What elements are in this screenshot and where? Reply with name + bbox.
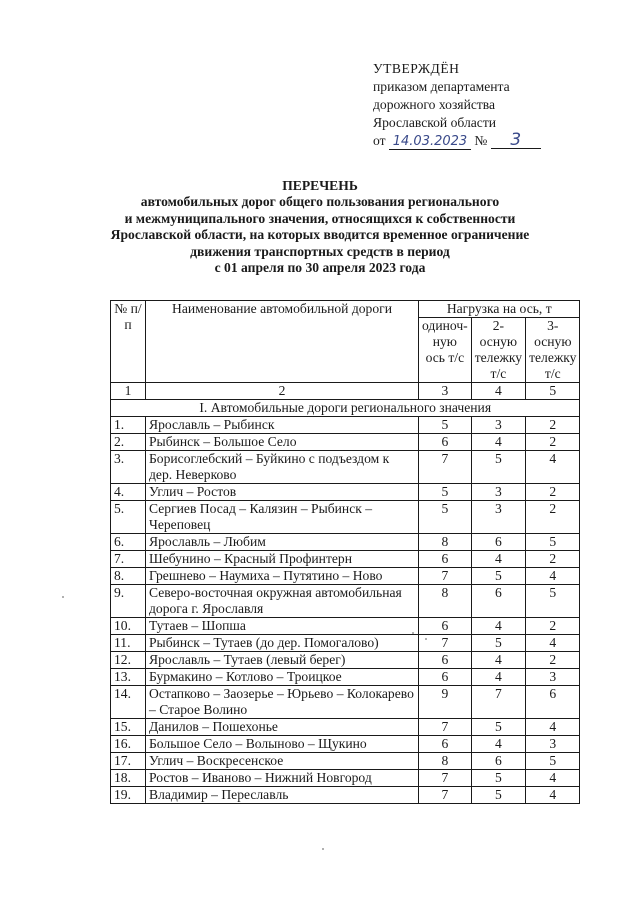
heading-line-2: и межмуниципального значения, относящихся к собственности <box>124 210 516 226</box>
approval-line-1: приказом департамента <box>373 79 510 94</box>
index-row <box>111 383 580 400</box>
load-single-axle: 7 <box>419 787 472 804</box>
row-number: 10. <box>111 618 146 635</box>
approval-date-line <box>373 132 541 150</box>
sub-header-three-axle: 3-осную тележку т/с <box>526 318 580 383</box>
load-single-axle: 8 <box>419 753 472 770</box>
load-single-axle: 7 <box>419 770 472 787</box>
table-row <box>111 501 580 534</box>
heading-line-5: с 01 апреля по 30 апреля 2023 года <box>214 260 426 276</box>
load-three-axle: 4 <box>526 787 580 804</box>
table-row <box>111 551 580 568</box>
load-two-axle: 6 <box>471 585 525 618</box>
load-three-axle: 5 <box>526 585 580 618</box>
load-three-axle: 4 <box>526 719 580 736</box>
load-single-axle: 6 <box>419 736 472 753</box>
roads-rows <box>111 417 580 804</box>
load-two-axle: 5 <box>471 787 525 804</box>
table-row <box>111 585 580 618</box>
row-number: 11. <box>111 635 146 652</box>
road-name: Грешнево – Наумиха – Путятино – Ново <box>146 568 419 585</box>
load-two-axle: 4 <box>471 434 525 451</box>
load-two-axle: 6 <box>471 753 525 770</box>
road-name: Углич – Ростов <box>146 484 419 501</box>
load-single-axle: 6 <box>419 551 472 568</box>
road-name: Владимир – Переславль <box>146 787 419 804</box>
approval-date: 14.03.2023 <box>392 134 468 149</box>
approval-caps: УТВЕРЖДЁН <box>373 61 460 76</box>
load-single-axle: 6 <box>419 434 472 451</box>
road-name: Данилов – Пошехонье <box>146 719 419 736</box>
load-two-axle: 4 <box>471 618 525 635</box>
load-two-axle: 5 <box>471 770 525 787</box>
load-single-axle: 6 <box>419 669 472 686</box>
approval-date-slot <box>389 134 471 150</box>
road-name: Сергиев Посад – Калязин – Рыбинск – Череповец <box>146 501 419 534</box>
load-single-axle: 7 <box>419 635 472 652</box>
load-single-axle: 8 <box>419 534 472 551</box>
load-three-axle: 5 <box>526 753 580 770</box>
col-num-header: № п/п <box>111 301 146 383</box>
road-name: Ярославль – Рыбинск <box>146 417 419 434</box>
heading-line-3: Ярославской области, на которых вводится временное ограничение <box>110 227 530 243</box>
table-row <box>111 434 580 451</box>
table-row <box>111 669 580 686</box>
row-number: 17. <box>111 753 146 770</box>
table-row <box>111 770 580 787</box>
load-two-axle: 6 <box>471 534 525 551</box>
road-name: Бурмакино – Котлово – Троицкое <box>146 669 419 686</box>
road-name: Ярославль – Тутаев (левый берег) <box>146 652 419 669</box>
index-cell: 3 <box>419 383 472 400</box>
load-single-axle: 5 <box>419 501 472 534</box>
approval-line-3: Ярославской области <box>373 115 497 130</box>
approval-number: 3 <box>510 130 522 150</box>
approval-number-slot <box>491 130 541 150</box>
table-row <box>111 686 580 719</box>
load-three-axle: 2 <box>526 501 580 534</box>
load-two-axle: 4 <box>471 551 525 568</box>
row-number: 2. <box>111 434 146 451</box>
load-single-axle: 7 <box>419 719 472 736</box>
table-row <box>111 417 580 434</box>
road-name: Большое Село – Волыново – Щукино <box>146 736 419 753</box>
load-single-axle: 7 <box>419 451 472 484</box>
load-three-axle: 4 <box>526 770 580 787</box>
load-three-axle: 4 <box>526 451 580 484</box>
row-number: 8. <box>111 568 146 585</box>
table-row <box>111 534 580 551</box>
heading-title: ПЕРЕЧЕНЬ <box>282 178 358 193</box>
load-single-axle: 6 <box>419 652 472 669</box>
heading-line-4: движения транспортных средств в период <box>190 243 450 259</box>
row-number: 4. <box>111 484 146 501</box>
scan-speck <box>412 632 414 634</box>
load-single-axle: 8 <box>419 585 472 618</box>
load-two-axle: 4 <box>471 652 525 669</box>
index-cell: 1 <box>111 383 146 400</box>
table-row <box>111 618 580 635</box>
load-three-axle: 4 <box>526 568 580 585</box>
approval-number-label: № <box>474 133 488 148</box>
row-number: 5. <box>111 501 146 534</box>
approval-from-label: от <box>373 133 386 148</box>
road-name: Остапково – Заозерье – Юрьево – Колокарево – Старое Волино <box>146 686 419 719</box>
load-three-axle: 6 <box>526 686 580 719</box>
roads-table <box>110 300 580 804</box>
index-cell: 5 <box>526 383 580 400</box>
table-row <box>111 484 580 501</box>
table-row <box>111 451 580 484</box>
row-number: 9. <box>111 585 146 618</box>
row-number: 14. <box>111 686 146 719</box>
load-three-axle: 3 <box>526 736 580 753</box>
table-row <box>111 787 580 804</box>
section-row <box>111 400 580 417</box>
road-name: Борисоглебский – Буйкино с подъездом к дер. Неверково <box>146 451 419 484</box>
load-three-axle: 5 <box>526 534 580 551</box>
approval-block <box>373 60 541 150</box>
table-row <box>111 635 580 652</box>
load-three-axle: 2 <box>526 417 580 434</box>
col-name-header: Наименование автомобильной дороги <box>146 301 419 383</box>
document-heading <box>0 178 640 276</box>
index-cell: 2 <box>146 383 419 400</box>
load-two-axle: 3 <box>471 501 525 534</box>
load-two-axle: 5 <box>471 719 525 736</box>
load-two-axle: 7 <box>471 686 525 719</box>
load-three-axle: 2 <box>526 652 580 669</box>
load-two-axle: 5 <box>471 635 525 652</box>
road-name: Ростов – Иваново – Нижний Новгород <box>146 770 419 787</box>
row-number: 18. <box>111 770 146 787</box>
row-number: 1. <box>111 417 146 434</box>
load-single-axle: 6 <box>419 618 472 635</box>
load-single-axle: 7 <box>419 568 472 585</box>
load-single-axle: 5 <box>419 417 472 434</box>
sub-header-two-axle: 2-осную тележку т/с <box>471 318 525 383</box>
road-name: Шебунино – Красный Профинтерн <box>146 551 419 568</box>
row-number: 3. <box>111 451 146 484</box>
load-three-axle: 2 <box>526 551 580 568</box>
load-two-axle: 4 <box>471 736 525 753</box>
load-single-axle: 5 <box>419 484 472 501</box>
col-load-header: Нагрузка на ось, т <box>419 301 580 318</box>
road-name: Северо-восточная окружная автомобильная дорога г. Ярославля <box>146 585 419 618</box>
road-name: Рыбинск – Тутаев (до дер. Помогалово) <box>146 635 419 652</box>
load-three-axle: 4 <box>526 635 580 652</box>
load-three-axle: 3 <box>526 669 580 686</box>
sub-header-single: одиноч-ную ось т/с <box>419 318 472 383</box>
row-number: 7. <box>111 551 146 568</box>
table-row <box>111 568 580 585</box>
load-two-axle: 5 <box>471 451 525 484</box>
section-title: I. Автомобильные дороги регионального значения <box>111 400 580 417</box>
table-row <box>111 719 580 736</box>
row-number: 19. <box>111 787 146 804</box>
scan-speck <box>322 848 324 850</box>
road-name: Углич – Воскресенское <box>146 753 419 770</box>
table-row <box>111 736 580 753</box>
row-number: 12. <box>111 652 146 669</box>
road-name: Ярославль – Любим <box>146 534 419 551</box>
scan-speck <box>62 596 64 598</box>
load-two-axle: 3 <box>471 484 525 501</box>
load-two-axle: 4 <box>471 669 525 686</box>
table-row <box>111 753 580 770</box>
header-row <box>111 301 580 318</box>
index-cell: 4 <box>471 383 525 400</box>
road-name: Рыбинск – Большое Село <box>146 434 419 451</box>
scan-speck <box>425 638 427 640</box>
heading-line-1: автомобильных дорог общего пользования регионального <box>140 194 500 210</box>
load-three-axle: 2 <box>526 434 580 451</box>
row-number: 16. <box>111 736 146 753</box>
approval-line-2: дорожного хозяйства <box>373 97 496 112</box>
load-two-axle: 3 <box>471 417 525 434</box>
load-two-axle: 5 <box>471 568 525 585</box>
load-single-axle: 9 <box>419 686 472 719</box>
road-name: Тутаев – Шопша <box>146 618 419 635</box>
row-number: 6. <box>111 534 146 551</box>
table-row <box>111 652 580 669</box>
row-number: 13. <box>111 669 146 686</box>
load-three-axle: 2 <box>526 618 580 635</box>
row-number: 15. <box>111 719 146 736</box>
load-three-axle: 2 <box>526 484 580 501</box>
